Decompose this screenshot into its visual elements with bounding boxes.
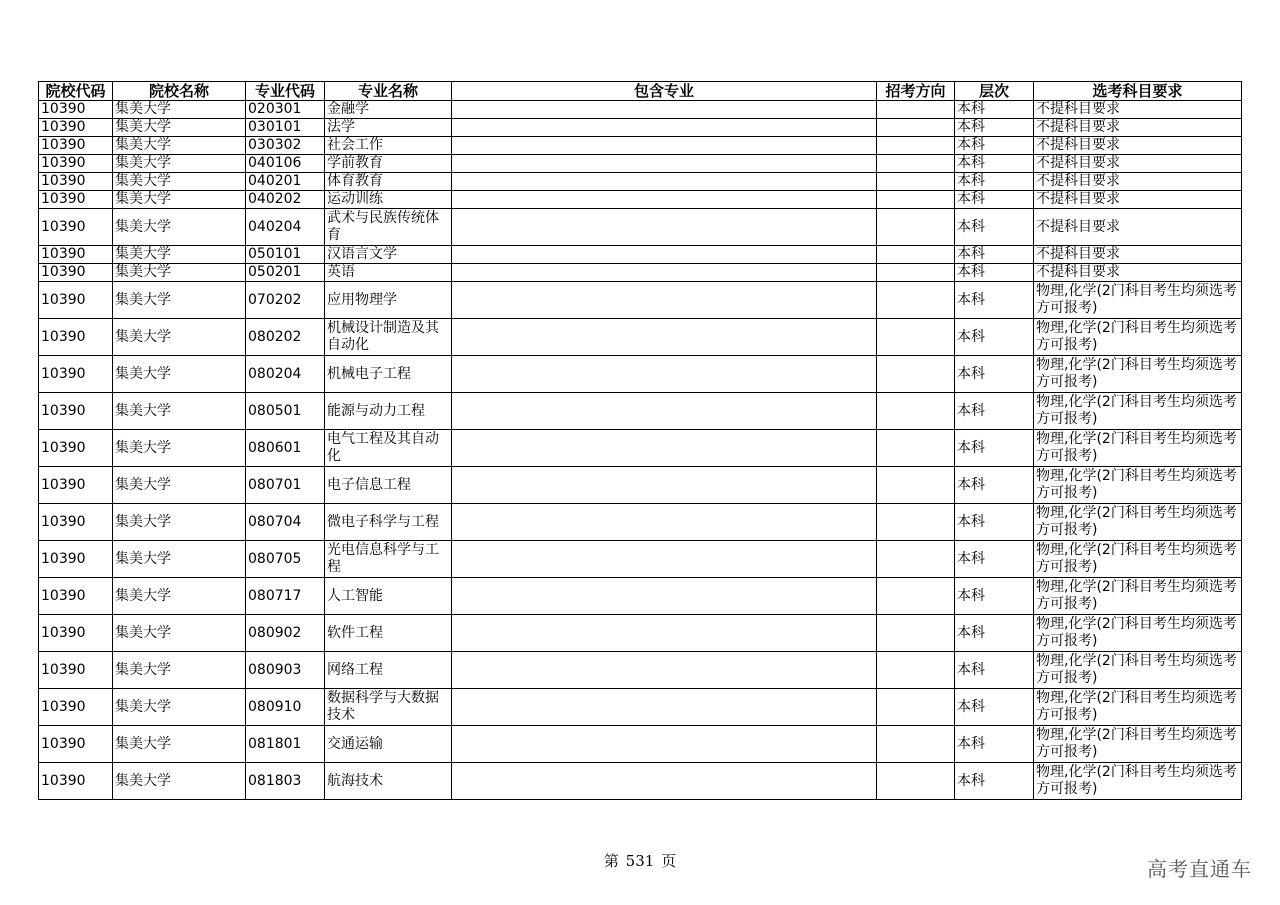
cell-level: 本科	[955, 504, 1034, 541]
cell-major-name: 社会工作	[325, 137, 452, 155]
cell-included-majors	[452, 155, 877, 173]
cell-school-code: 10390	[39, 319, 113, 356]
cell-direction	[877, 155, 955, 173]
cell-school-name: 集美大学	[113, 356, 246, 393]
cell-major-code: 050201	[246, 264, 325, 282]
cell-major-code: 081801	[246, 726, 325, 763]
cell-included-majors	[452, 137, 877, 155]
cell-included-majors	[452, 319, 877, 356]
cell-major-code: 081803	[246, 763, 325, 800]
cell-level: 本科	[955, 155, 1034, 173]
header-major-name: 专业名称	[325, 82, 452, 101]
cell-included-majors	[452, 467, 877, 504]
cell-school-code: 10390	[39, 246, 113, 264]
cell-subject-requirement: 不提科目要求	[1034, 246, 1242, 264]
cell-major-name: 法学	[325, 119, 452, 137]
cell-included-majors	[452, 652, 877, 689]
table-row	[39, 541, 1242, 578]
cell-level: 本科	[955, 763, 1034, 800]
cell-subject-requirement: 不提科目要求	[1034, 119, 1242, 137]
cell-included-majors	[452, 504, 877, 541]
cell-direction	[877, 430, 955, 467]
table-row	[39, 282, 1242, 319]
cell-major-code: 080910	[246, 689, 325, 726]
cell-school-name: 集美大学	[113, 467, 246, 504]
cell-subject-requirement: 物理,化学(2门科目考生均须选考方可报考)	[1034, 615, 1242, 652]
cell-level: 本科	[955, 319, 1034, 356]
cell-school-name: 集美大学	[113, 101, 246, 119]
page-prefix: 第	[603, 852, 619, 870]
cell-level: 本科	[955, 652, 1034, 689]
cell-subject-requirement: 物理,化学(2门科目考生均须选考方可报考)	[1034, 467, 1242, 504]
cell-school-code: 10390	[39, 467, 113, 504]
header-included-majors: 包含专业	[452, 82, 877, 101]
cell-included-majors	[452, 615, 877, 652]
cell-included-majors	[452, 430, 877, 467]
cell-direction	[877, 504, 955, 541]
table-row	[39, 191, 1242, 209]
cell-major-code: 040204	[246, 209, 325, 246]
table-row	[39, 137, 1242, 155]
cell-major-name: 运动训练	[325, 191, 452, 209]
cell-major-name: 电气工程及其自动化	[325, 430, 452, 467]
cell-direction	[877, 264, 955, 282]
cell-major-name: 汉语言文学	[325, 246, 452, 264]
cell-major-name: 航海技术	[325, 763, 452, 800]
cell-direction	[877, 726, 955, 763]
cell-included-majors	[452, 191, 877, 209]
cell-subject-requirement: 不提科目要求	[1034, 101, 1242, 119]
cell-direction	[877, 191, 955, 209]
cell-major-name: 机械电子工程	[325, 356, 452, 393]
header-major-code: 专业代码	[246, 82, 325, 101]
cell-major-code: 080705	[246, 541, 325, 578]
table-row	[39, 393, 1242, 430]
cell-included-majors	[452, 209, 877, 246]
cell-subject-requirement: 物理,化学(2门科目考生均须选考方可报考)	[1034, 319, 1242, 356]
cell-school-name: 集美大学	[113, 282, 246, 319]
cell-school-code: 10390	[39, 430, 113, 467]
cell-school-name: 集美大学	[113, 209, 246, 246]
cell-level: 本科	[955, 726, 1034, 763]
cell-level: 本科	[955, 615, 1034, 652]
cell-included-majors	[452, 246, 877, 264]
cell-level: 本科	[955, 393, 1034, 430]
cell-school-name: 集美大学	[113, 763, 246, 800]
cell-level: 本科	[955, 282, 1034, 319]
page-footer	[0, 850, 1280, 871]
cell-school-code: 10390	[39, 137, 113, 155]
cell-school-code: 10390	[39, 393, 113, 430]
cell-major-code: 080204	[246, 356, 325, 393]
table-row	[39, 101, 1242, 119]
cell-major-code: 080601	[246, 430, 325, 467]
cell-level: 本科	[955, 119, 1034, 137]
cell-school-name: 集美大学	[113, 119, 246, 137]
cell-school-name: 集美大学	[113, 504, 246, 541]
cell-school-name: 集美大学	[113, 541, 246, 578]
cell-included-majors	[452, 282, 877, 319]
table-row	[39, 209, 1242, 246]
cell-level: 本科	[955, 101, 1034, 119]
cell-included-majors	[452, 726, 877, 763]
cell-subject-requirement: 不提科目要求	[1034, 173, 1242, 191]
cell-major-code: 070202	[246, 282, 325, 319]
table-row	[39, 155, 1242, 173]
cell-school-code: 10390	[39, 541, 113, 578]
cell-major-code: 040202	[246, 191, 325, 209]
cell-level: 本科	[955, 264, 1034, 282]
cell-included-majors	[452, 689, 877, 726]
cell-direction	[877, 356, 955, 393]
cell-school-code: 10390	[39, 504, 113, 541]
cell-major-code: 030101	[246, 119, 325, 137]
cell-level: 本科	[955, 173, 1034, 191]
cell-school-name: 集美大学	[113, 264, 246, 282]
cell-major-name: 机械设计制造及其自动化	[325, 319, 452, 356]
page-number: 531	[625, 852, 655, 870]
cell-subject-requirement: 不提科目要求	[1034, 155, 1242, 173]
cell-major-name: 英语	[325, 264, 452, 282]
cell-major-name: 体育教育	[325, 173, 452, 191]
cell-school-name: 集美大学	[113, 578, 246, 615]
cell-subject-requirement: 物理,化学(2门科目考生均须选考方可报考)	[1034, 763, 1242, 800]
cell-school-code: 10390	[39, 356, 113, 393]
header-direction: 招考方向	[877, 82, 955, 101]
cell-school-name: 集美大学	[113, 173, 246, 191]
cell-school-name: 集美大学	[113, 246, 246, 264]
cell-major-name: 光电信息科学与工程	[325, 541, 452, 578]
cell-subject-requirement: 物理,化学(2门科目考生均须选考方可报考)	[1034, 282, 1242, 319]
cell-school-code: 10390	[39, 155, 113, 173]
header-school-name: 院校名称	[113, 82, 246, 101]
cell-direction	[877, 467, 955, 504]
table-row	[39, 615, 1242, 652]
cell-school-code: 10390	[39, 689, 113, 726]
cell-school-code: 10390	[39, 209, 113, 246]
cell-major-name: 学前教育	[325, 155, 452, 173]
cell-school-code: 10390	[39, 119, 113, 137]
cell-school-name: 集美大学	[113, 191, 246, 209]
cell-major-name: 金融学	[325, 101, 452, 119]
cell-major-code: 080704	[246, 504, 325, 541]
header-row	[39, 82, 1242, 101]
cell-major-name: 电子信息工程	[325, 467, 452, 504]
table-row	[39, 652, 1242, 689]
cell-major-code: 080202	[246, 319, 325, 356]
cell-major-code: 080903	[246, 652, 325, 689]
cell-included-majors	[452, 578, 877, 615]
cell-direction	[877, 137, 955, 155]
cell-direction	[877, 393, 955, 430]
cell-level: 本科	[955, 356, 1034, 393]
table-row	[39, 689, 1242, 726]
cell-subject-requirement: 物理,化学(2门科目考生均须选考方可报考)	[1034, 393, 1242, 430]
cell-major-name: 微电子科学与工程	[325, 504, 452, 541]
cell-subject-requirement: 物理,化学(2门科目考生均须选考方可报考)	[1034, 356, 1242, 393]
cell-school-code: 10390	[39, 652, 113, 689]
cell-major-code: 020301	[246, 101, 325, 119]
table-row	[39, 726, 1242, 763]
cell-school-code: 10390	[39, 101, 113, 119]
table-row	[39, 356, 1242, 393]
header-subject-requirement: 选考科目要求	[1034, 82, 1242, 101]
cell-subject-requirement: 不提科目要求	[1034, 191, 1242, 209]
cell-included-majors	[452, 356, 877, 393]
cell-subject-requirement: 不提科目要求	[1034, 264, 1242, 282]
cell-school-code: 10390	[39, 191, 113, 209]
table-row	[39, 264, 1242, 282]
cell-major-name: 人工智能	[325, 578, 452, 615]
cell-major-name: 应用物理学	[325, 282, 452, 319]
cell-included-majors	[452, 393, 877, 430]
watermark-text: 高考直通车	[1147, 857, 1252, 881]
cell-major-code: 030302	[246, 137, 325, 155]
table-row	[39, 119, 1242, 137]
cell-school-code: 10390	[39, 615, 113, 652]
cell-major-name: 能源与动力工程	[325, 393, 452, 430]
cell-subject-requirement: 不提科目要求	[1034, 209, 1242, 246]
cell-included-majors	[452, 173, 877, 191]
cell-major-code: 040201	[246, 173, 325, 191]
cell-direction	[877, 763, 955, 800]
cell-direction	[877, 101, 955, 119]
cell-level: 本科	[955, 137, 1034, 155]
cell-major-name: 武术与民族传统体育	[325, 209, 452, 246]
cell-subject-requirement: 物理,化学(2门科目考生均须选考方可报考)	[1034, 652, 1242, 689]
table-row	[39, 430, 1242, 467]
cell-direction	[877, 652, 955, 689]
cell-level: 本科	[955, 578, 1034, 615]
cell-school-name: 集美大学	[113, 430, 246, 467]
cell-major-code: 040106	[246, 155, 325, 173]
header-school-code: 院校代码	[39, 82, 113, 101]
table-row	[39, 504, 1242, 541]
cell-included-majors	[452, 101, 877, 119]
cell-level: 本科	[955, 209, 1034, 246]
cell-included-majors	[452, 264, 877, 282]
cell-level: 本科	[955, 191, 1034, 209]
cell-school-code: 10390	[39, 282, 113, 319]
cell-major-code: 080717	[246, 578, 325, 615]
cell-school-code: 10390	[39, 763, 113, 800]
cell-major-name: 软件工程	[325, 615, 452, 652]
cell-level: 本科	[955, 246, 1034, 264]
cell-school-name: 集美大学	[113, 615, 246, 652]
cell-subject-requirement: 物理,化学(2门科目考生均须选考方可报考)	[1034, 578, 1242, 615]
cell-school-name: 集美大学	[113, 393, 246, 430]
cell-major-name: 网络工程	[325, 652, 452, 689]
cell-major-name: 交通运输	[325, 726, 452, 763]
header-level: 层次	[955, 82, 1034, 101]
table-row	[39, 763, 1242, 800]
table-row	[39, 467, 1242, 504]
cell-direction	[877, 615, 955, 652]
table-body	[39, 101, 1242, 800]
cell-school-code: 10390	[39, 173, 113, 191]
cell-school-name: 集美大学	[113, 155, 246, 173]
cell-level: 本科	[955, 467, 1034, 504]
cell-school-code: 10390	[39, 726, 113, 763]
cell-direction	[877, 578, 955, 615]
cell-school-name: 集美大学	[113, 319, 246, 356]
cell-subject-requirement: 物理,化学(2门科目考生均须选考方可报考)	[1034, 689, 1242, 726]
table-row	[39, 578, 1242, 615]
cell-direction	[877, 209, 955, 246]
cell-included-majors	[452, 119, 877, 137]
cell-subject-requirement: 物理,化学(2门科目考生均须选考方可报考)	[1034, 430, 1242, 467]
cell-direction	[877, 173, 955, 191]
admissions-table	[38, 81, 1242, 800]
table-row	[39, 246, 1242, 264]
cell-major-code: 080501	[246, 393, 325, 430]
cell-direction	[877, 689, 955, 726]
cell-school-code: 10390	[39, 264, 113, 282]
cell-direction	[877, 246, 955, 264]
cell-included-majors	[452, 763, 877, 800]
table-row	[39, 173, 1242, 191]
cell-major-code: 080902	[246, 615, 325, 652]
cell-school-name: 集美大学	[113, 137, 246, 155]
cell-direction	[877, 282, 955, 319]
cell-major-code: 050101	[246, 246, 325, 264]
cell-direction	[877, 319, 955, 356]
cell-level: 本科	[955, 430, 1034, 467]
cell-direction	[877, 541, 955, 578]
cell-subject-requirement: 物理,化学(2门科目考生均须选考方可报考)	[1034, 726, 1242, 763]
page-suffix: 页	[661, 852, 677, 870]
cell-direction	[877, 119, 955, 137]
cell-school-code: 10390	[39, 578, 113, 615]
cell-major-code: 080701	[246, 467, 325, 504]
cell-included-majors	[452, 541, 877, 578]
cell-school-name: 集美大学	[113, 652, 246, 689]
cell-subject-requirement: 物理,化学(2门科目考生均须选考方可报考)	[1034, 541, 1242, 578]
cell-level: 本科	[955, 541, 1034, 578]
cell-level: 本科	[955, 689, 1034, 726]
table-row	[39, 319, 1242, 356]
cell-subject-requirement: 不提科目要求	[1034, 137, 1242, 155]
cell-major-name: 数据科学与大数据技术	[325, 689, 452, 726]
cell-subject-requirement: 物理,化学(2门科目考生均须选考方可报考)	[1034, 504, 1242, 541]
cell-school-name: 集美大学	[113, 689, 246, 726]
cell-school-name: 集美大学	[113, 726, 246, 763]
